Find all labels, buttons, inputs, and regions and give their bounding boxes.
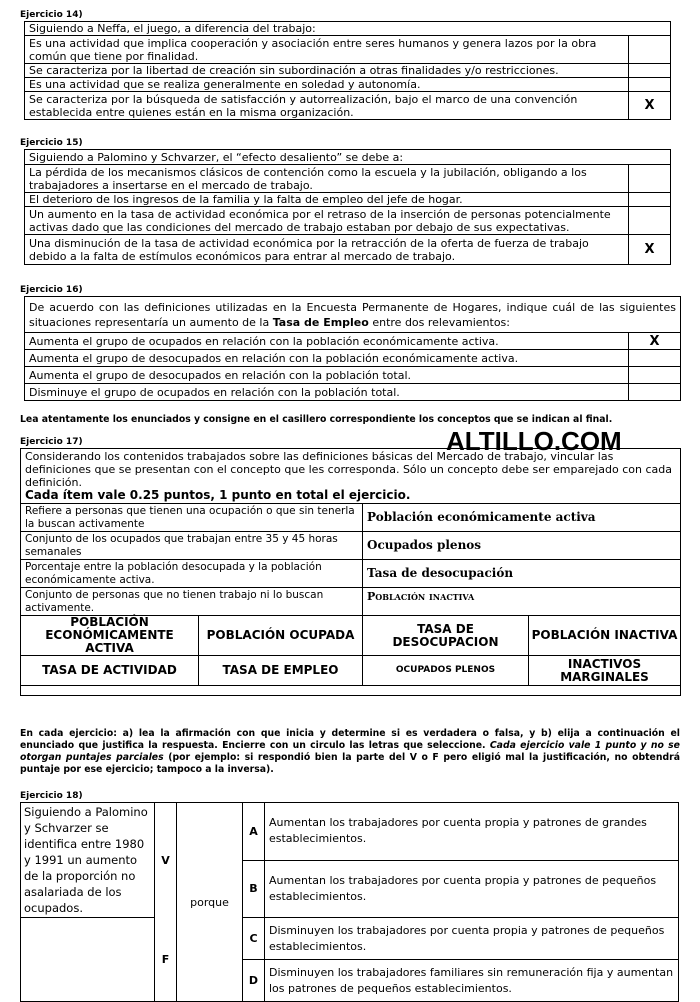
concept-cell: TASA DE ACTIVIDAD — [21, 656, 199, 686]
exercise-18-title: Ejercicio 18) — [20, 791, 83, 801]
definition-cell: Refiere a personas que tienen una ocupación o que sin tenerla la buscan activamente — [21, 504, 363, 532]
answer-box[interactable] — [629, 384, 681, 401]
option-text[interactable]: Una disminución de la tasa de actividad económica por la retracción de la oferta de fuerza de trabajo debido a la falta de estímulos económicos para entrar al mercado de trabajo. — [25, 235, 629, 265]
option-text[interactable]: Se caracteriza por la libertad de creación sin subordinación a otras finalidades y/o restricciones. — [25, 64, 629, 78]
option-letter[interactable]: D — [243, 960, 265, 1002]
instruction-1: Lea atentamente los enunciados y consigne en el casillero correspondiente los conceptos que se indican al final. — [20, 414, 613, 425]
answer-box[interactable]: X — [629, 333, 681, 350]
exercise-16-question — [25, 297, 681, 333]
option-text[interactable]: Es una actividad que implica cooperación y asociación entre seres humanos y genera lazos por la obra común que tiene por finalidad. — [25, 36, 629, 64]
answer-box[interactable] — [629, 78, 671, 92]
option-text[interactable]: Aumenta el grupo de desocupados en relación con la población económicamente activa. — [25, 350, 629, 367]
option-text[interactable]: Aumenta el grupo de ocupados en relación con la población económicamente activa. — [25, 333, 629, 350]
exercise-14-table — [24, 21, 671, 120]
option-text[interactable]: Es una actividad que se realiza generalmente en soledad y autonomía. — [25, 78, 629, 92]
exercise-17-title: Ejercicio 17) — [20, 437, 83, 447]
intro-text: Considerando los contenidos trabajados sobre las definiciones básicas del Mercado de trabajo, vincular las definiciones que se presentan con el concepto que les corresponda. Sólo un concepto debe ser emparejado con cada definición. — [25, 450, 673, 489]
instruction-2-italic: Cada ejercicio vale 1 punto y no se otorgan puntajes parciales — [20, 740, 680, 763]
exercise-15-table — [24, 149, 671, 265]
answer-cell[interactable]: Ocupados plenos — [363, 532, 681, 560]
exercise-18-statement: Siguiendo a Palomino y Schvarzer se identifica entre 1980 y 1991 un aumento de la proporción no asalariada de los ocupados. — [21, 803, 155, 918]
exercise-17-table — [20, 448, 681, 696]
option-text[interactable]: Un aumento en la tasa de actividad económica por el retraso de la inserción de personas potencialmente activas dado que las condiciones del mercado de trabajo estaban por debajo de sus expectativas. — [25, 207, 629, 235]
question-bold-term: Tasa de Empleo — [272, 315, 369, 329]
answer-box[interactable] — [629, 193, 671, 207]
answer-box[interactable] — [629, 367, 681, 384]
exercise-15-title: Ejercicio 15) — [20, 138, 83, 148]
concept-cell: INACTIVOS MARGINALES — [529, 656, 681, 686]
answer-cell[interactable]: Población económicamente activa — [363, 504, 681, 532]
answer-box[interactable] — [629, 350, 681, 367]
answer-box[interactable] — [629, 165, 671, 193]
concept-cell: POBLACIÓN INACTIVA — [529, 616, 681, 656]
concept-cell: POBLACIÓN OCUPADA — [199, 616, 363, 656]
answer-box[interactable]: X — [629, 92, 671, 120]
option-letter[interactable]: B — [243, 860, 265, 918]
empty-row — [21, 686, 681, 696]
porque-label: porque — [177, 803, 243, 1002]
option-text: Disminuyen los trabajadores familiares sin remuneración fija y aumentan los patrones de pequeños establecimientos. — [265, 960, 679, 1002]
concept-cell: TASA DE DESOCUPACION — [363, 616, 529, 656]
false-option[interactable]: F — [155, 918, 177, 1002]
true-option[interactable]: V — [155, 803, 177, 918]
instruction-2-text: En cada ejercicio: a) lea la afirmación con que inicia y determine si es verdadera o falsa, y b) elija a continuación el enunciado que justifica la respuesta. Encierre con un circulo las letras que seleccione. — [20, 728, 680, 751]
answer-box[interactable] — [629, 36, 671, 64]
question-text: De acuerdo con las definiciones utilizadas en la Encuesta Permanente de Hogares, indique cuál de las siguientes situaciones representaría un aumento de la — [29, 300, 676, 329]
option-text[interactable]: Aumenta el grupo de desocupados en relación con la población total. — [25, 367, 629, 384]
exercise-16-title: Ejercicio 16) — [20, 285, 83, 295]
option-text[interactable]: Se caracteriza por la búsqueda de satisfacción y autorrealización, bajo el marco de una convención establecida entre quienes están en la misma organización. — [25, 92, 629, 120]
option-text: Aumentan los trabajadores por cuenta propia y patrones de grandes establecimientos. — [265, 803, 679, 861]
option-letter[interactable]: A — [243, 803, 265, 861]
answer-box[interactable]: X — [629, 235, 671, 265]
option-text[interactable]: Disminuye el grupo de ocupados en relación con la población total. — [25, 384, 629, 401]
option-letter[interactable]: C — [243, 918, 265, 960]
concept-cell: TASA DE EMPLEO — [199, 656, 363, 686]
option-text[interactable]: El deterioro de los ingresos de la familia y la falta de empleo del jefe de hogar. — [25, 193, 629, 207]
exercise-15-question: Siguiendo a Palomino y Schvarzer, el “efecto desaliento” se debe a: — [25, 150, 671, 165]
answer-cell[interactable]: Población inactiva — [363, 588, 681, 616]
intro-points: Cada ítem vale 0.25 puntos, 1 punto en total el ejercicio. — [25, 488, 411, 502]
definition-cell: Conjunto de personas que no tienen trabajo ni lo buscan activamente. — [21, 588, 363, 616]
question-text-end: entre dos relevamientos: — [368, 315, 510, 329]
exercise-14-title: Ejercicio 14) — [20, 10, 83, 20]
definition-cell: Conjunto de los ocupados que trabajan entre 35 y 45 horas semanales — [21, 532, 363, 560]
exercise-16-table — [24, 296, 681, 401]
exercise-17-intro — [21, 449, 681, 504]
answer-cell[interactable]: Tasa de desocupación — [363, 560, 681, 588]
watermark-logo: ALTILLO.COM — [446, 426, 622, 456]
instruction-2-note: (por ejemplo: si respondió bien la parte del V o F pero eligió mal la justificación, no obtendrá puntaje por ese ejercicio; tampoco a la inversa). — [20, 752, 680, 775]
exercise-18-table — [20, 802, 679, 1002]
option-text[interactable]: La pérdida de los mecanismos clásicos de contención como la escuela y la jubilación, obligando a los trabajadores a insertarse en el mercado de trabajo. — [25, 165, 629, 193]
concept-cell: OCUPADOS PLENOS — [363, 656, 529, 686]
instruction-2 — [20, 728, 680, 776]
option-text: Disminuyen los trabajadores por cuenta propia y patrones de pequeños establecimientos. — [265, 918, 679, 960]
answer-box[interactable] — [629, 207, 671, 235]
exercise-14-question: Siguiendo a Neffa, el juego, a diferencia del trabajo: — [25, 22, 671, 36]
option-text: Aumentan los trabajadores por cuenta propia y patrones de pequeños establecimientos. — [265, 860, 679, 918]
statement-spacer — [21, 918, 155, 1002]
concept-cell: POBLACIÓN ECONÓMICAMENTE ACTIVA — [21, 616, 199, 656]
answer-box[interactable] — [629, 64, 671, 78]
definition-cell: Porcentaje entre la población desocupada y la población económicamente activa. — [21, 560, 363, 588]
